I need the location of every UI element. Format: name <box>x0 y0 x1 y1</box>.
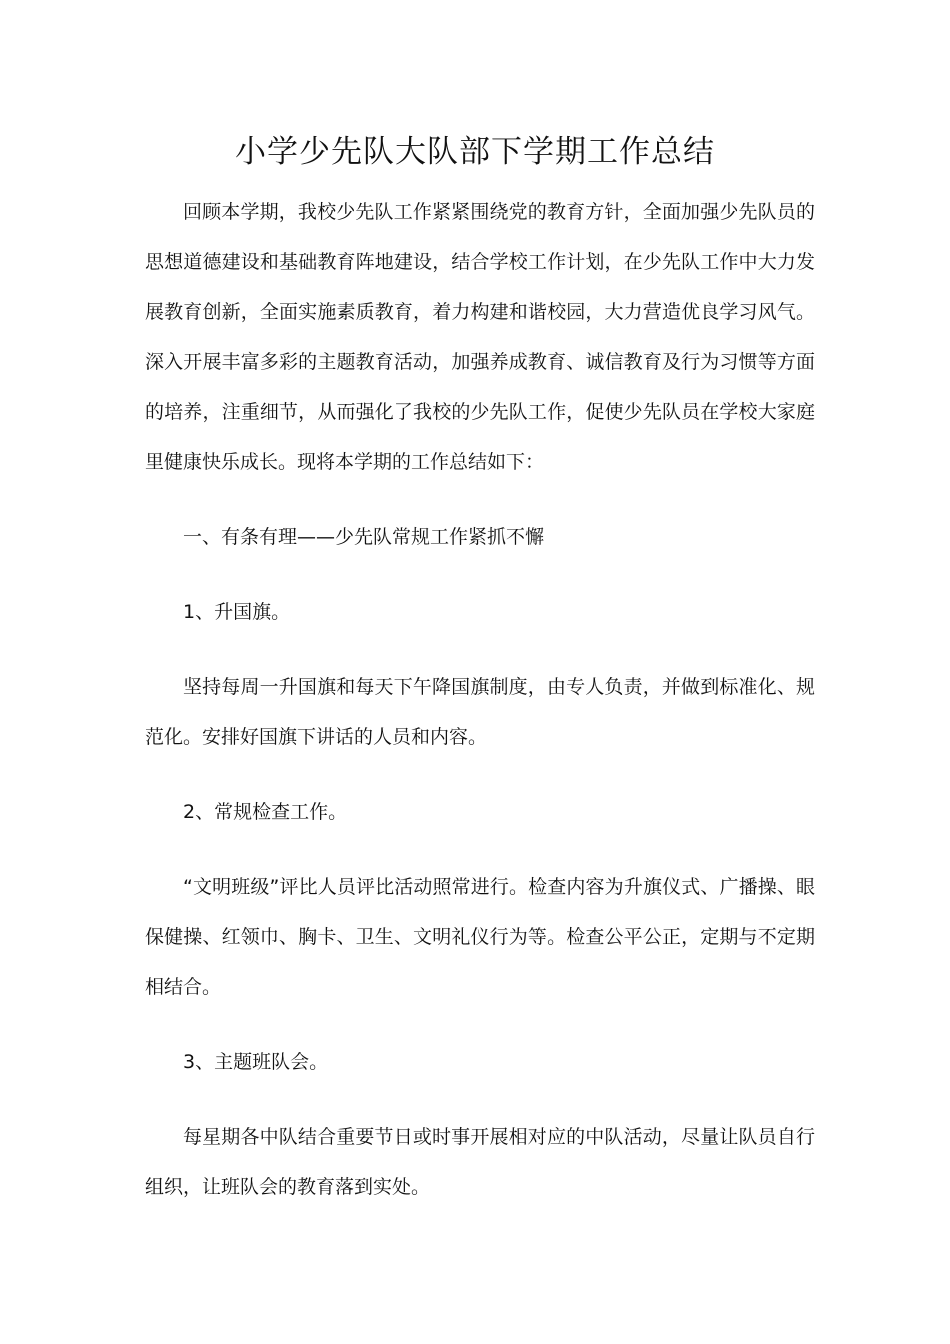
item-paragraph: 坚持每周一升国旗和每天下午降国旗制度，由专人负责，并做到标准化、规范化。安排好国旗下讲话的人员和内容。 <box>145 676 815 748</box>
spacer <box>145 637 815 662</box>
spacer <box>145 1087 815 1112</box>
spacer <box>145 1012 815 1037</box>
item-paragraph: 每星期各中队结合重要节日或时事开展相对应的中队活动，尽量让队员自行组织，让班队会的教育落到实处。 <box>145 1126 815 1198</box>
item-paragraph: “文明班级”评比人员评比活动照常进行。检查内容为升旗仪式、广播操、眼保健操、红领巾、胸卡、卫生、文明礼仪行为等。检查公平公正，定期与不定期相结合。 <box>145 876 815 998</box>
document-body <box>145 187 815 1212</box>
item-heading: 3、主题班队会。 <box>183 1051 329 1073</box>
spacer <box>145 562 815 587</box>
item-heading: 2、常规检查工作。 <box>183 801 348 823</box>
spacer <box>145 837 815 862</box>
section-heading: 一、有条有理——少先队常规工作紧抓不懈 <box>183 526 545 548</box>
spacer <box>145 487 815 512</box>
item-heading: 1、升国旗。 <box>183 601 291 623</box>
spacer <box>145 762 815 787</box>
document-title: 小学少先队大队部下学期工作总结 <box>235 134 715 170</box>
intro-paragraph: 回顾本学期，我校少先队工作紧紧围绕党的教育方针，全面加强少先队员的思想道德建设和基础教育阵地建设，结合学校工作计划，在少先队工作中大力发展教育创新，全面实施素质教育，着力构建和谐校园，大力营造优良学习风气。深入开展丰富多彩的主题教育活动，加强养成教育、诚信教育及行为习惯等方面的培养，注重细节，从而强化了我校的少先队工作，促使少先队员在学校大家庭里健康快乐成长。现将本学期的工作总结如下： <box>145 201 815 473</box>
